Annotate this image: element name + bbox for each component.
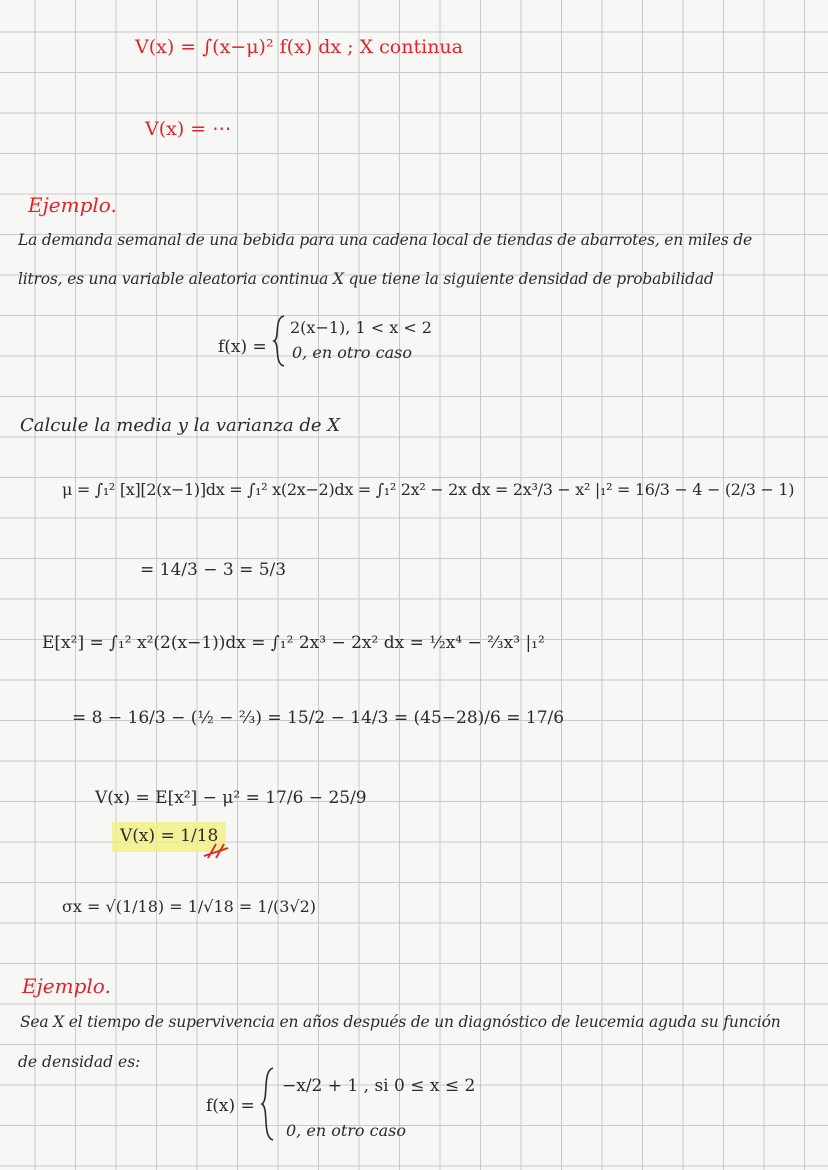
- example-1-heading: Ejemplo.: [28, 193, 117, 217]
- example-2-text-line-2: de densidad es:: [18, 1053, 141, 1071]
- expected-x-squared-line-1: E[x²] = ∫₁² x²(2(x−1))dx = ∫₁² 2x³ − 2x² dx = ½x⁴ − ⅔x³ |₁²: [42, 633, 545, 653]
- density-2-lhs: f(x) =: [206, 1096, 255, 1116]
- variance-formula-generic: V(x) = ⋯: [145, 118, 232, 140]
- example-1-text-line-1: La demanda semanal de una bebida para una cadena local de tiendas de abarrotes, en miles de: [18, 231, 752, 249]
- density-2-brace: [258, 1066, 278, 1142]
- example-2-heading: Ejemplo.: [22, 974, 111, 998]
- density-2-case-1: −x/2 + 1 , si 0 ≤ x ≤ 2: [282, 1076, 476, 1096]
- density-1-brace: [270, 314, 290, 368]
- mean-line-1: μ = ∫₁² [x][2(x−1)]dx = ∫₁² x(2x−2)dx = ∫₁² 2x² − 2x dx = 2x³/3 − x² |₁² = 16/3 − 4 − (2/3 − 1): [62, 480, 795, 499]
- result-check-mark-icon: [202, 840, 232, 860]
- example-1-text-line-2: litros, es una variable aleatoria continua X que tiene la siguiente densidad de probabilidad: [18, 270, 714, 288]
- density-1-case-1: 2(x−1), 1 < x < 2: [290, 318, 432, 337]
- density-2-case-2: 0, en otro caso: [286, 1121, 406, 1140]
- variance-result: V(x) = 1/18: [120, 826, 219, 846]
- task-statement: Calcule la media y la varianza de X: [20, 415, 341, 436]
- expected-x-squared-line-2: = 8 − 16/3 − (½ − ⅔) = 15/2 − 14/3 = (45−28)/6 = 17/6: [72, 708, 565, 728]
- variance-line-1: V(x) = E[x²] − μ² = 17/6 − 25/9: [95, 788, 367, 808]
- standard-deviation-line: σx = √(1/18) = 1/√18 = 1/(3√2): [62, 897, 317, 916]
- example-2-text-line-1: Sea X el tiempo de supervivencia en años después de un diagnóstico de leucemia aguda su función: [20, 1013, 781, 1031]
- density-1-case-2: 0, en otro caso: [292, 343, 412, 362]
- density-1-lhs: f(x) =: [218, 337, 267, 357]
- mean-line-2: = 14/3 − 3 = 5/3: [140, 560, 287, 580]
- variance-formula-continuous: V(x) = ∫(x−μ)² f(x) dx ; X continua: [135, 36, 463, 58]
